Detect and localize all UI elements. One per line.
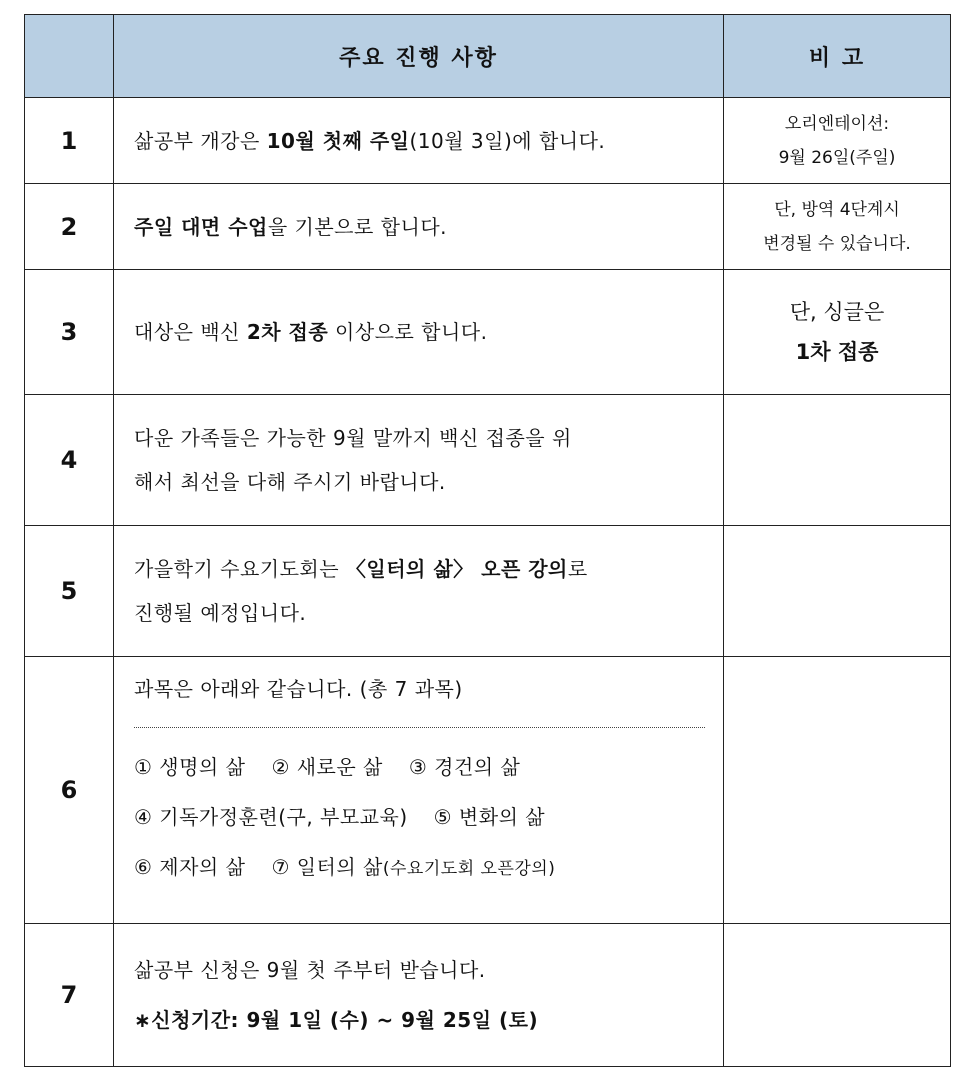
table-row [25, 657, 951, 924]
table-row [25, 526, 951, 657]
text-span: 대상은 백신 [134, 320, 247, 344]
header-num [25, 15, 114, 98]
note-line: 9월 26일(주일) [778, 147, 896, 168]
note-line: 1차 접종 [795, 340, 879, 364]
row-note-empty [724, 526, 951, 657]
note-line: 단, 싱글은 [789, 300, 885, 324]
header-row [25, 15, 951, 98]
text-span: 로 [567, 557, 588, 581]
bold-text: 10월 첫째 주일 [266, 128, 410, 153]
table-row [25, 924, 951, 1067]
subject-item: ① 생명의 삶 [134, 755, 246, 779]
table-row [25, 270, 951, 395]
row-content [114, 526, 724, 657]
row-content [114, 395, 724, 526]
bold-text: 주일 대면 수업 [134, 214, 268, 239]
header-note: 비 고 [724, 15, 951, 98]
row-content [114, 924, 724, 1067]
row-number: 2 [25, 184, 114, 270]
note-line: 변경될 수 있습니다. [763, 233, 911, 254]
text-line: 해서 최선을 다해 주시기 바랍니다. [134, 470, 446, 494]
table-row [25, 98, 951, 184]
row-number: 7 [25, 924, 114, 1067]
text-span: 이상으로 합니다. [328, 320, 488, 344]
subjects-intro: 과목은 아래와 같습니다. (총 7 과목) [134, 657, 705, 728]
note-line: 오리엔테이션: [784, 113, 890, 134]
bold-text: 2차 접종 [246, 320, 329, 344]
text-span: (10월 3일)에 합니다. [409, 128, 606, 153]
subject-item: ④ 기독가정훈련(구, 부모교육) [134, 805, 408, 829]
row-content [114, 184, 724, 270]
text-line: 진행될 예정입니다. [134, 601, 307, 625]
subject-item: ⑤ 변화의 삶 [433, 805, 546, 829]
row-number: 6 [25, 657, 114, 924]
subject-note: (수요기도회 오픈강의) [382, 859, 556, 879]
row-note [724, 270, 951, 395]
subject-item: ⑥ 제자의 삶 [134, 855, 246, 879]
subject-item: ⑦ 일터의 삶 [271, 855, 383, 879]
row-number: 5 [25, 526, 114, 657]
header-main: 주요 진행 사항 [114, 15, 724, 98]
row-note [724, 184, 951, 270]
row-number: 1 [25, 98, 114, 184]
subject-item: ③ 경건의 삶 [408, 755, 521, 779]
row-content [114, 657, 724, 924]
text-span: 가을학기 수요기도회는 [134, 557, 346, 581]
subjects-list [134, 728, 705, 894]
row-number: 4 [25, 395, 114, 526]
schedule-table [24, 14, 951, 1067]
row-content [114, 98, 724, 184]
row-number: 3 [25, 270, 114, 395]
note-line: 단, 방역 4단계시 [774, 199, 900, 220]
row-note-empty [724, 395, 951, 526]
row-note-empty [724, 657, 951, 924]
table-row [25, 184, 951, 270]
text-line: 삶공부 신청은 9월 첫 주부터 받습니다. [134, 958, 486, 982]
text-line: ∗신청기간: 9월 1일 (수) ~ 9월 25일 (토) [134, 1008, 539, 1032]
table-row [25, 395, 951, 526]
bold-text: 〈일터의 삶〉 오픈 강의 [345, 557, 568, 581]
row-note-empty [724, 924, 951, 1067]
text-span: 삶공부 개강은 [134, 128, 267, 153]
row-note [724, 98, 951, 184]
text-line: 다운 가족들은 가능한 9월 말까지 백신 접종을 위 [134, 426, 572, 450]
row-content [114, 270, 724, 395]
text-span: 을 기본으로 합니다. [267, 214, 447, 239]
subject-item: ② 새로운 삶 [271, 755, 383, 779]
